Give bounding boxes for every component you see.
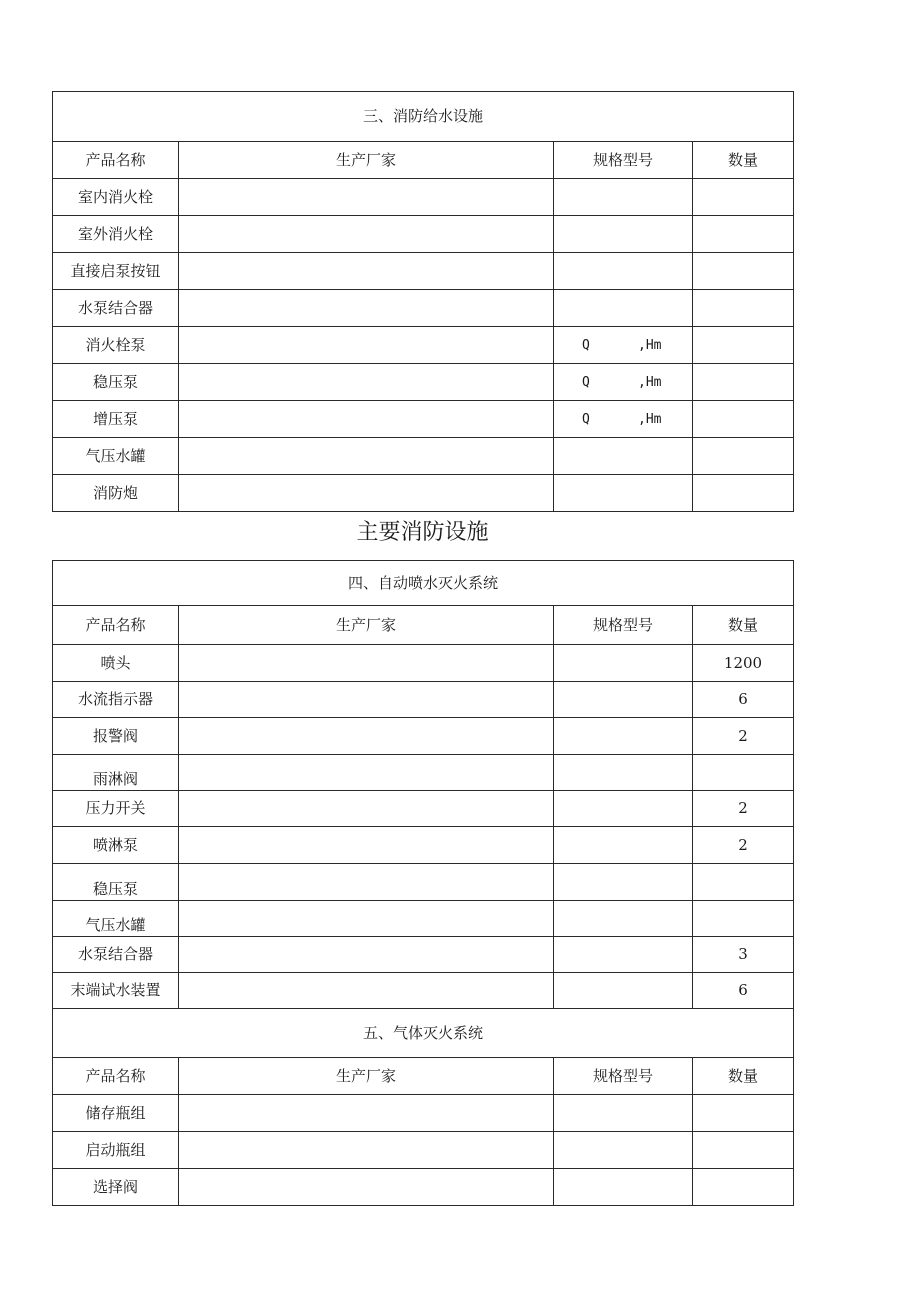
table-row — [53, 364, 794, 401]
table-row — [53, 179, 794, 216]
product-name: 消防炮 — [53, 475, 179, 512]
model-cell — [554, 901, 693, 937]
model-cell — [554, 327, 693, 364]
table-row — [53, 1095, 794, 1132]
table-row — [53, 253, 794, 290]
product-name: 喷淋泵 — [53, 827, 179, 864]
product-name: 直接启泵按钮 — [53, 253, 179, 290]
table-row — [53, 937, 794, 973]
product-name: 储存瓶组 — [53, 1095, 179, 1132]
header-manufacturer: 生产厂家 — [179, 606, 554, 645]
manufacturer-cell — [179, 253, 554, 290]
table-row — [53, 682, 794, 718]
header-row — [53, 1058, 794, 1095]
spec-q: Q — [582, 337, 590, 353]
manufacturer-cell — [179, 1095, 554, 1132]
header-quantity: 数量 — [693, 142, 794, 179]
quantity-cell — [693, 179, 794, 216]
product-name: 水泵结合器 — [53, 290, 179, 327]
product-name: 稳压泵 — [53, 364, 179, 401]
product-name: 压力开关 — [53, 791, 179, 827]
manufacturer-cell — [179, 718, 554, 755]
manufacturer-cell — [179, 973, 554, 1009]
model-cell — [554, 216, 693, 253]
spec-q: Q — [582, 374, 590, 390]
manufacturer-cell — [179, 475, 554, 512]
quantity-cell — [693, 253, 794, 290]
section-title: 五、气体灭火系统 — [53, 1009, 794, 1058]
model-cell — [554, 645, 693, 682]
manufacturer-cell — [179, 327, 554, 364]
manufacturer-cell — [179, 791, 554, 827]
section-title: 三、消防给水设施 — [53, 92, 794, 142]
quantity-cell — [693, 864, 794, 901]
quantity-cell — [693, 755, 794, 791]
product-name: 室外消火栓 — [53, 216, 179, 253]
model-cell — [554, 864, 693, 901]
section-title: 四、自动喷水灭火系统 — [53, 561, 794, 606]
header-model: 规格型号 — [554, 606, 693, 645]
table-row — [53, 1132, 794, 1169]
product-name: 雨淋阀 — [53, 755, 179, 791]
quantity-cell — [693, 216, 794, 253]
quantity-cell — [693, 438, 794, 475]
table-row — [53, 791, 794, 827]
quantity-cell: 2 — [693, 791, 794, 827]
table-row — [53, 973, 794, 1009]
table-row — [53, 901, 794, 937]
manufacturer-cell — [179, 216, 554, 253]
table-row — [53, 216, 794, 253]
quantity-cell — [693, 290, 794, 327]
manufacturer-cell — [179, 1169, 554, 1206]
quantity-cell — [693, 1132, 794, 1169]
model-cell — [554, 475, 693, 512]
section-title-row — [53, 561, 794, 606]
header-product-name: 产品名称 — [53, 142, 179, 179]
product-name: 报警阀 — [53, 718, 179, 755]
product-name: 室内消火栓 — [53, 179, 179, 216]
quantity-cell — [693, 1095, 794, 1132]
header-product-name: 产品名称 — [53, 1058, 179, 1095]
model-cell — [554, 973, 693, 1009]
header-quantity: 数量 — [693, 606, 794, 645]
table-row — [53, 401, 794, 438]
model-cell — [554, 718, 693, 755]
manufacturer-cell — [179, 682, 554, 718]
spec-q: Q — [582, 411, 590, 427]
model-cell — [554, 401, 693, 438]
product-name: 水流指示器 — [53, 682, 179, 718]
quantity-cell: 2 — [693, 718, 794, 755]
product-name: 水泵结合器 — [53, 937, 179, 973]
product-name: 稳压泵 — [53, 864, 179, 901]
quantity-cell: 1200 — [693, 645, 794, 682]
model-cell — [554, 1132, 693, 1169]
table-row — [53, 290, 794, 327]
table-row — [53, 475, 794, 512]
quantity-cell — [693, 901, 794, 937]
header-model: 规格型号 — [554, 142, 693, 179]
manufacturer-cell — [179, 438, 554, 475]
header-manufacturer: 生产厂家 — [179, 142, 554, 179]
manufacturer-cell — [179, 827, 554, 864]
model-cell — [554, 364, 693, 401]
table-row — [53, 327, 794, 364]
manufacturer-cell — [179, 755, 554, 791]
spec-h: ,Hm — [638, 374, 662, 390]
manufacturer-cell — [179, 364, 554, 401]
model-cell — [554, 755, 693, 791]
model-cell — [554, 1095, 693, 1132]
manufacturer-cell — [179, 290, 554, 327]
model-cell — [554, 290, 693, 327]
manufacturer-cell — [179, 1132, 554, 1169]
header-quantity: 数量 — [693, 1058, 794, 1095]
table-row — [53, 438, 794, 475]
manufacturer-cell — [179, 864, 554, 901]
header-product-name: 产品名称 — [53, 606, 179, 645]
product-name: 喷头 — [53, 645, 179, 682]
quantity-cell — [693, 475, 794, 512]
model-cell — [554, 1169, 693, 1206]
product-name: 消火栓泵 — [53, 327, 179, 364]
table-row — [53, 827, 794, 864]
table-row — [53, 645, 794, 682]
manufacturer-cell — [179, 645, 554, 682]
manufacturer-cell — [179, 401, 554, 438]
model-cell — [554, 682, 693, 718]
model-cell — [554, 791, 693, 827]
model-cell — [554, 827, 693, 864]
table-row — [53, 718, 794, 755]
header-row — [53, 606, 794, 645]
model-cell — [554, 253, 693, 290]
product-name: 选择阀 — [53, 1169, 179, 1206]
product-name: 气压水罐 — [53, 901, 179, 937]
model-cell — [554, 179, 693, 216]
table-row — [53, 755, 794, 791]
quantity-cell: 2 — [693, 827, 794, 864]
header-manufacturer: 生产厂家 — [179, 1058, 554, 1095]
model-cell — [554, 937, 693, 973]
product-name: 启动瓶组 — [53, 1132, 179, 1169]
model-cell — [554, 438, 693, 475]
manufacturer-cell — [179, 937, 554, 973]
section-title-row — [53, 92, 794, 142]
quantity-cell: 6 — [693, 973, 794, 1009]
table-row — [53, 1169, 794, 1206]
quantity-cell — [693, 1169, 794, 1206]
header-model: 规格型号 — [554, 1058, 693, 1095]
quantity-cell — [693, 401, 794, 438]
main-title: 主要消防设施 — [356, 520, 489, 545]
spec-h: ,Hm — [638, 411, 662, 427]
manufacturer-cell — [179, 901, 554, 937]
manufacturer-cell — [179, 179, 554, 216]
spec-h: ,Hm — [638, 337, 662, 353]
quantity-cell — [693, 364, 794, 401]
product-name: 末端试水装置 — [53, 973, 179, 1009]
quantity-cell — [693, 327, 794, 364]
quantity-cell: 6 — [693, 682, 794, 718]
section-title-row — [53, 1009, 794, 1058]
table-row — [53, 864, 794, 901]
quantity-cell: 3 — [693, 937, 794, 973]
product-name: 增压泵 — [53, 401, 179, 438]
sprinkler-and-gas-table — [52, 560, 794, 1206]
product-name: 气压水罐 — [53, 438, 179, 475]
fire-water-supply-table — [52, 91, 794, 512]
header-row — [53, 142, 794, 179]
